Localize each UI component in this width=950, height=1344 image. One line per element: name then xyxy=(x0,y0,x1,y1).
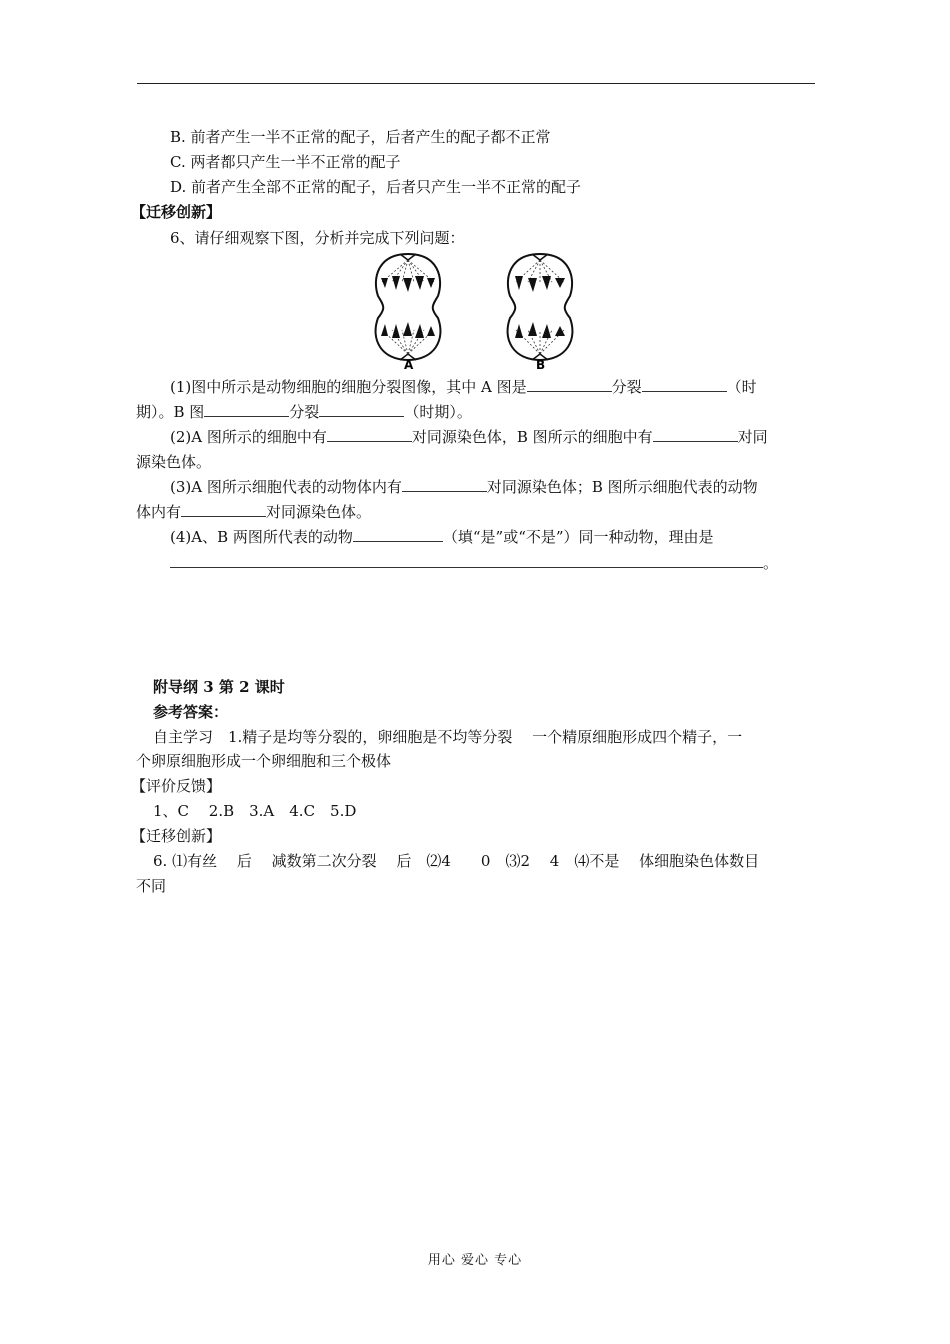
blank-a-phase[interactable] xyxy=(642,377,727,392)
answers-line1: 自主学习 1.精子是均等分裂的，卵细胞是不均等分裂 一个精原细胞形成四个精子，一 xyxy=(153,728,743,746)
cell-figure-b xyxy=(500,248,580,370)
blank-reason[interactable] xyxy=(170,553,763,568)
q6-part4-line2: 。 xyxy=(170,553,778,573)
option-b: B. 前者产生一半不正常的配子，后者产生的配子都不正常 xyxy=(170,128,551,146)
page-footer: 用心 爱心 专心 xyxy=(427,1253,523,1268)
q6-part1-line2: 期）。B 图 分裂 （时期）。 xyxy=(136,403,472,421)
q6-part2-line1: (2)A 图所示的细胞中有 对同源染色体，B 图所示的细胞中有 对同 xyxy=(170,428,768,446)
blank-b-stage[interactable] xyxy=(204,402,289,417)
figure-label-a: A xyxy=(404,358,414,370)
answers-title: 附导纲 3 第 2 课时 xyxy=(153,678,285,696)
transfer-answers-line2: 不同 xyxy=(136,877,167,895)
blank-b-animal-pairs[interactable] xyxy=(181,502,266,517)
blank-b-pairs[interactable] xyxy=(653,427,738,442)
blank-a-stage[interactable] xyxy=(527,377,612,392)
q6-part2-line2: 源染色体。 xyxy=(136,453,212,471)
blank-a-pairs[interactable] xyxy=(327,427,412,442)
answers-line2: 个卵原细胞形成一个卵细胞和三个极体 xyxy=(136,752,392,770)
option-c: C. 两者都只产生一半不正常的配子 xyxy=(170,153,401,171)
option-d: D. 前者产生全部不正常的配子，后者只产生一半不正常的配子 xyxy=(170,178,582,196)
answers-ref-label: 参考答案： xyxy=(153,703,229,721)
blank-a-animal-pairs[interactable] xyxy=(402,477,487,492)
question-6-intro: 6、请仔细观察下图，分析并完成下列问题： xyxy=(170,229,465,247)
eval-feedback-answers: 1、C 2.B 3.A 4.C 5.D xyxy=(153,802,357,820)
eval-feedback-label: 【评价反馈】 xyxy=(131,777,222,795)
blank-same-species[interactable] xyxy=(353,527,443,542)
figure-label-b: B xyxy=(536,358,546,370)
q6-part4-line1: (4)A、B 两图所代表的动物 （填“是”或“不是”）同一种动物，理由是 xyxy=(170,528,714,546)
cell-figure-a xyxy=(368,248,448,370)
q6-part1-line1: (1)图中所示是动物细胞的细胞分裂图像，其中 A 图是 分裂 （时 xyxy=(170,378,757,396)
blank-b-phase[interactable] xyxy=(319,402,404,417)
q6-part3-line1: (3)A 图所示细胞代表的动物体内有 对同源染色体；B 图所示细胞代表的动物 xyxy=(170,478,758,496)
section-heading-transfer: 【迁移创新】 xyxy=(131,203,222,221)
header-rule xyxy=(137,83,815,84)
transfer-answers-line1: 6. ⑴有丝 后 减数第二次分裂 后 ⑵4 0 ⑶2 4 ⑷不是 体细胞染色体数目 xyxy=(153,852,760,870)
q6-part3-line2: 体内有 对同源染色体。 xyxy=(136,503,372,521)
transfer-label: 【迁移创新】 xyxy=(131,827,222,845)
